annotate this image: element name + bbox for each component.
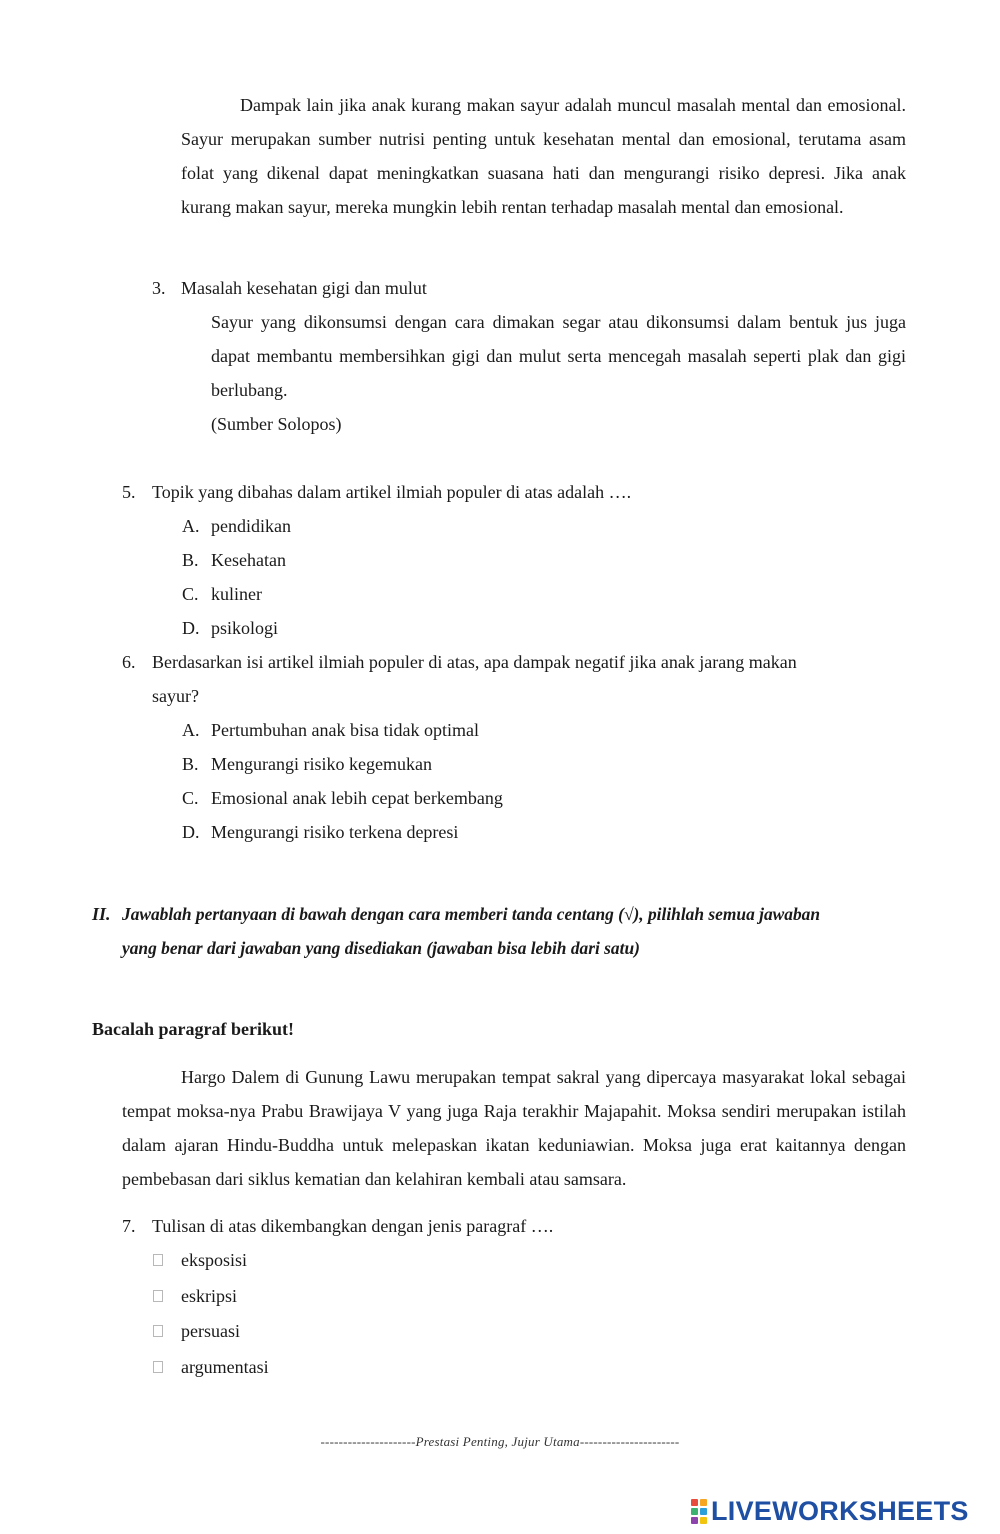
q6-option-b[interactable]: Mengurangi risiko kegemukan [211,754,432,774]
article-paragraph-mental: Dampak lain jika anak kurang makan sayur adalah muncul masalah mental dan emosional. Sayur merupakan sumber nutrisi penting untuk kesehatan mental dan emosional, terutama asam folat yang dikenal dapat meningkatkan suasana hati dan mengurangi risiko depresi. Jika anak kurang makan sayur, mereka mungkin lebih rentan terhadap masalah mental dan emosional. [181,95,906,217]
section-2-instruction-line2: yang benar dari jawaban yang disediakan (jawaban bisa lebih dari satu) [122,938,640,958]
logo-square-3 [691,1508,698,1515]
q5-option-b[interactable]: Kesehatan [211,550,286,570]
q5-option-d[interactable]: psikologi [211,618,279,638]
q7-checkbox-2[interactable] [153,1290,163,1302]
item-3-title: Masalah kesehatan gigi dan mulut [181,278,427,298]
question-6-number: 6. [122,652,136,672]
q6-option-c[interactable]: Emosional anak lebih cepat berkembang [211,788,503,808]
q6-option-b-letter: B. [182,754,199,774]
logo-square-1 [691,1499,698,1506]
q5-option-d-letter: D. [182,618,200,638]
q5-option-a[interactable]: pendidikan [211,516,291,536]
item-3-body: Sayur yang dikonsumsi dengan cara dimakan segar atau dikonsumsi dalam bentuk jus juga dapat membantu membersihkan gigi dan mulut serta mencegah masalah seperti plak dan gigi berlubang. [211,312,906,400]
footer-motto: ---------------------Prestasi Penting, Jujur Utama---------------------- [320,1434,680,1449]
item-3-number: 3. [152,278,166,298]
question-7-number: 7. [122,1216,136,1236]
q6-option-c-letter: C. [182,788,199,808]
q7-option-3[interactable]: persuasi [181,1321,240,1341]
question-6-text-line1: Berdasarkan isi artikel ilmiah populer di atas, apa dampak negatif jika anak jarang makan [152,652,797,672]
question-5-number: 5. [122,482,136,502]
liveworksheets-logo[interactable] [691,1496,969,1526]
q7-checkbox-1[interactable] [153,1254,163,1266]
passage-paragraph: Hargo Dalem di Gunung Lawu merupakan tempat sakral yang dipercaya masyarakat lokal sebagai tempat moksa-nya Prabu Brawijaya V yang juga Raja terakhir Majapahit. Moksa sendiri merupakan istilah dalam ajaran Hindu-Buddha untuk melepaskan ikatan keduniawian. Moksa juga erat kaitannya dengan pembebasan dari siklus kematian dan kelahiran kembali atau samsara. [122,1067,906,1189]
q7-checkbox-4[interactable] [153,1361,163,1373]
logo-square-6 [700,1517,707,1524]
q5-option-b-letter: B. [182,550,199,570]
q7-option-1[interactable]: eksposisi [181,1250,248,1270]
q5-option-c[interactable]: kuliner [211,584,262,604]
article-source: (Sumber Solopos) [211,414,342,434]
q6-option-a[interactable]: Pertumbuhan anak bisa tidak optimal [211,720,479,740]
q5-option-a-letter: A. [182,516,200,536]
read-heading: Bacalah paragraf berikut! [92,1019,294,1039]
q6-option-a-letter: A. [182,720,200,740]
logo-square-2 [700,1499,707,1506]
q7-checkbox-3[interactable] [153,1325,163,1337]
q6-option-d[interactable]: Mengurangi risiko terkena depresi [211,822,459,842]
question-5-text: Topik yang dibahas dalam artikel ilmiah populer di atas adalah …. [152,482,632,502]
section-2-instruction-line1: Jawablah pertanyaan di bawah dengan cara memberi tanda centang (√), pilihlah semua jawaban [122,904,821,924]
liveworksheets-logo-text: LIVEWORKSHEETS [711,1496,969,1526]
question-6-text-line2: sayur? [152,686,199,706]
q6-option-d-letter: D. [182,822,200,842]
question-7-text: Tulisan di atas dikembangkan dengan jenis paragraf …. [152,1216,554,1236]
logo-square-5 [691,1517,698,1524]
q7-option-4[interactable]: argumentasi [181,1357,269,1377]
q7-option-2[interactable]: eskripsi [181,1286,237,1306]
q5-option-c-letter: C. [182,584,199,604]
section-2-number: II. [92,904,111,924]
logo-square-4 [700,1508,707,1515]
liveworksheets-logo-icon [691,1499,707,1524]
